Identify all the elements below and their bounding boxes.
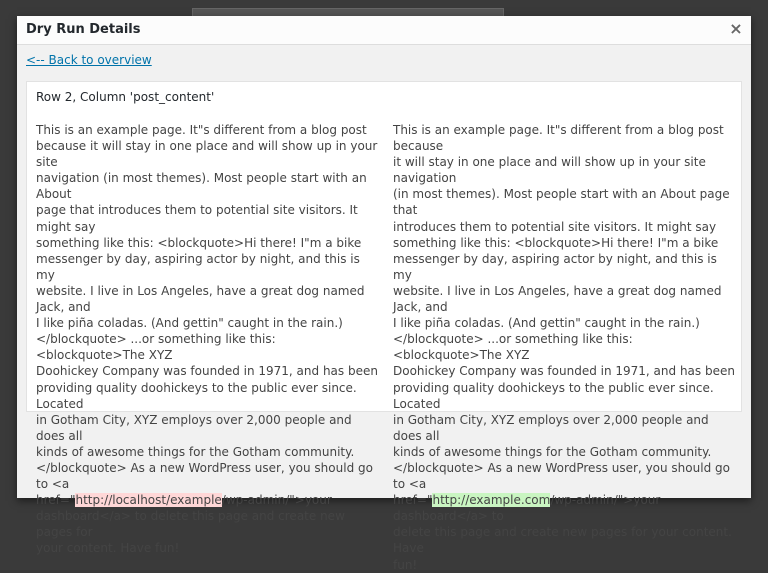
modal-header [17, 16, 751, 45]
replaced-text-after: /wp-admin/">your dashboard</a> to delete this page and create new pages for your content. Have fun! [393, 493, 732, 572]
original-text-after: /wp-admin/">your dashboard</a> to delete this page and create new pages for your content. Have fun! [36, 493, 345, 556]
original-text-before: This is an example page. It"s different from a blog post because it will stay in one place and will show up in your site navigation (in most themes). Most people start with an About page that introduces them to potential site visitors. It might say something like this: <blockquote>Hi there! I"m a bike messenger by day, aspiring actor by night, and this is my website. I live in Los Angeles, have a great dog named Jack, and I like piña coladas. (And gettin" caught in the rain.) </blockquote> ...or something like this: <blockquote>The XYZ Doohickey Company was founded in 1971, and has been providing quality doohickeys to the public ever since. Located in Gotham City, XYZ employs over 2,000 people and does all kinds of awesome things for the Gotham community. </blockquote> As a new WordPress user, you should go to <a href=" [36, 123, 378, 508]
diff-column-replaced [393, 122, 738, 573]
diff-panel [26, 81, 742, 572]
removed-url-highlight: http://localhost/example [75, 493, 222, 508]
panel-title: Row 2, Column 'post_content' [36, 90, 215, 104]
dry-run-details-modal [17, 16, 751, 572]
diff-column-original [36, 122, 381, 557]
back-to-overview-link[interactable]: <-- Back to overview [26, 53, 152, 67]
close-icon[interactable]: × [729, 19, 743, 38]
added-url-highlight: http://example.com [432, 493, 551, 508]
modal-title: Dry Run Details [26, 22, 141, 37]
replaced-text-before: This is an example page. It"s different from a blog post because it will stay in one place and will show up in your site navigation (in most themes). Most people start with an About page that introduces them to potential site visitors. It might say something like this: <blockquote>Hi there! I"m a bike messenger by day, aspiring actor by night, and this is my website. I live in Los Angeles, have a great dog named Jack, and I like piña coladas. (And gettin" caught in the rain.) </blockquote> ...or something like this: <blockquote>The XYZ Doohickey Company was founded in 1971, and has been providing quality doohickeys to the public ever since. Located in Gotham City, XYZ employs over 2,000 people and does all kinds of awesome things for the Gotham community. </blockquote> As a new WordPress user, you should go to <a href=" [393, 123, 735, 508]
